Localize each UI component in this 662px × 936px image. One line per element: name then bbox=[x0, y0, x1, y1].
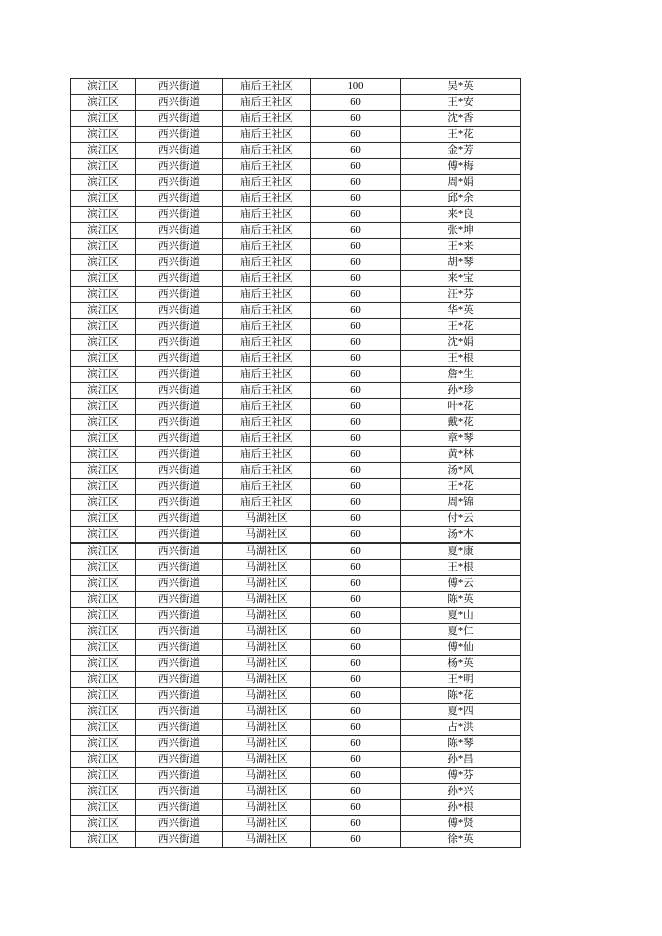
table-row bbox=[71, 255, 521, 271]
cell-street: 西兴街道 bbox=[136, 431, 223, 447]
cell-name: 华*英 bbox=[401, 303, 521, 319]
cell-street: 西兴街道 bbox=[136, 447, 223, 463]
table-row bbox=[71, 175, 521, 191]
table-row bbox=[71, 383, 521, 399]
cell-street: 西兴街道 bbox=[136, 111, 223, 127]
cell-amount: 60 bbox=[311, 255, 401, 271]
cell-community: 庙后王社区 bbox=[223, 79, 311, 95]
cell-community: 庙后王社区 bbox=[223, 175, 311, 191]
cell-district: 滨江区 bbox=[71, 816, 136, 832]
cell-district: 滨江区 bbox=[71, 511, 136, 527]
cell-name: 王*根 bbox=[401, 560, 521, 576]
cell-community: 庙后王社区 bbox=[223, 415, 311, 431]
cell-community: 庙后王社区 bbox=[223, 207, 311, 223]
cell-amount: 60 bbox=[311, 239, 401, 255]
cell-name: 占*洪 bbox=[401, 720, 521, 736]
cell-name: 徐*英 bbox=[401, 832, 521, 848]
cell-street: 西兴街道 bbox=[136, 495, 223, 511]
cell-name: 邱*余 bbox=[401, 191, 521, 207]
cell-name: 夏*四 bbox=[401, 704, 521, 720]
table-row bbox=[71, 303, 521, 319]
cell-name: 王*花 bbox=[401, 319, 521, 335]
cell-street: 西兴街道 bbox=[136, 672, 223, 688]
cell-name: 戴*花 bbox=[401, 415, 521, 431]
table-row bbox=[71, 479, 521, 495]
cell-district: 滨江区 bbox=[71, 223, 136, 239]
cell-street: 西兴街道 bbox=[136, 239, 223, 255]
cell-community: 庙后王社区 bbox=[223, 399, 311, 415]
table-row bbox=[71, 560, 521, 576]
table-row bbox=[71, 351, 521, 367]
cell-district: 滨江区 bbox=[71, 688, 136, 704]
cell-amount: 60 bbox=[311, 383, 401, 399]
cell-amount: 60 bbox=[311, 271, 401, 287]
cell-amount: 60 bbox=[311, 495, 401, 511]
cell-amount: 60 bbox=[311, 415, 401, 431]
cell-community: 马湖社区 bbox=[223, 832, 311, 848]
cell-street: 西兴街道 bbox=[136, 175, 223, 191]
cell-name: 詹*生 bbox=[401, 367, 521, 383]
cell-street: 西兴街道 bbox=[136, 560, 223, 576]
cell-name: 陈*花 bbox=[401, 688, 521, 704]
cell-district: 滨江区 bbox=[71, 768, 136, 784]
cell-street: 西兴街道 bbox=[136, 223, 223, 239]
table-row bbox=[71, 143, 521, 159]
cell-street: 西兴街道 bbox=[136, 383, 223, 399]
cell-amount: 60 bbox=[311, 479, 401, 495]
cell-district: 滨江区 bbox=[71, 111, 136, 127]
table-row bbox=[71, 608, 521, 624]
cell-community: 马湖社区 bbox=[223, 800, 311, 816]
table-row bbox=[71, 159, 521, 175]
table-row bbox=[71, 287, 521, 303]
cell-community: 庙后王社区 bbox=[223, 127, 311, 143]
cell-community: 马湖社区 bbox=[223, 688, 311, 704]
cell-name: 叶*花 bbox=[401, 399, 521, 415]
cell-district: 滨江区 bbox=[71, 479, 136, 495]
cell-name: 吴*英 bbox=[401, 79, 521, 95]
table-row bbox=[71, 720, 521, 736]
cell-amount: 60 bbox=[311, 335, 401, 351]
cell-name: 黄*林 bbox=[401, 447, 521, 463]
cell-community: 庙后王社区 bbox=[223, 191, 311, 207]
table-row bbox=[71, 800, 521, 816]
cell-community: 庙后王社区 bbox=[223, 223, 311, 239]
cell-community: 马湖社区 bbox=[223, 527, 311, 544]
cell-street: 西兴街道 bbox=[136, 832, 223, 848]
cell-street: 西兴街道 bbox=[136, 287, 223, 303]
cell-community: 庙后王社区 bbox=[223, 319, 311, 335]
table-row bbox=[71, 95, 521, 111]
cell-name: 金*芳 bbox=[401, 143, 521, 159]
table-row bbox=[71, 688, 521, 704]
table-row bbox=[71, 576, 521, 592]
table-row bbox=[71, 431, 521, 447]
table-row bbox=[71, 463, 521, 479]
cell-amount: 60 bbox=[311, 191, 401, 207]
cell-community: 庙后王社区 bbox=[223, 463, 311, 479]
cell-community: 庙后王社区 bbox=[223, 335, 311, 351]
cell-street: 西兴街道 bbox=[136, 127, 223, 143]
cell-name: 傅*云 bbox=[401, 576, 521, 592]
cell-amount: 60 bbox=[311, 287, 401, 303]
cell-district: 滨江区 bbox=[71, 560, 136, 576]
cell-name: 汪*芬 bbox=[401, 287, 521, 303]
table-row bbox=[71, 335, 521, 351]
cell-district: 滨江区 bbox=[71, 319, 136, 335]
cell-street: 西兴街道 bbox=[136, 816, 223, 832]
table-row bbox=[71, 656, 521, 672]
cell-district: 滨江区 bbox=[71, 207, 136, 223]
cell-community: 庙后王社区 bbox=[223, 143, 311, 159]
cell-amount: 60 bbox=[311, 784, 401, 800]
cell-name: 胡*琴 bbox=[401, 255, 521, 271]
cell-district: 滨江区 bbox=[71, 303, 136, 319]
table-row bbox=[71, 111, 521, 127]
cell-district: 滨江区 bbox=[71, 704, 136, 720]
cell-street: 西兴街道 bbox=[136, 335, 223, 351]
cell-community: 庙后王社区 bbox=[223, 271, 311, 287]
table-row bbox=[71, 191, 521, 207]
cell-amount: 60 bbox=[311, 303, 401, 319]
cell-district: 滨江区 bbox=[71, 463, 136, 479]
cell-amount: 60 bbox=[311, 399, 401, 415]
cell-district: 滨江区 bbox=[71, 351, 136, 367]
cell-district: 滨江区 bbox=[71, 447, 136, 463]
cell-name: 王*根 bbox=[401, 351, 521, 367]
cell-street: 西兴街道 bbox=[136, 768, 223, 784]
table-row bbox=[71, 752, 521, 768]
table-row bbox=[71, 624, 521, 640]
cell-district: 滨江区 bbox=[71, 335, 136, 351]
table-row bbox=[71, 672, 521, 688]
table-row bbox=[71, 704, 521, 720]
cell-name: 杨*英 bbox=[401, 656, 521, 672]
cell-name: 王*明 bbox=[401, 672, 521, 688]
table-row bbox=[71, 239, 521, 255]
table-row bbox=[71, 319, 521, 335]
cell-amount: 60 bbox=[311, 608, 401, 624]
cell-street: 西兴街道 bbox=[136, 95, 223, 111]
table-row bbox=[71, 207, 521, 223]
cell-name: 来*宝 bbox=[401, 271, 521, 287]
cell-amount: 60 bbox=[311, 592, 401, 608]
cell-community: 马湖社区 bbox=[223, 656, 311, 672]
table-row bbox=[71, 367, 521, 383]
cell-name: 王*花 bbox=[401, 479, 521, 495]
cell-name: 孙*根 bbox=[401, 800, 521, 816]
cell-district: 滨江区 bbox=[71, 383, 136, 399]
cell-community: 庙后王社区 bbox=[223, 367, 311, 383]
cell-amount: 60 bbox=[311, 511, 401, 527]
cell-street: 西兴街道 bbox=[136, 159, 223, 175]
table-row bbox=[71, 832, 521, 848]
cell-name: 陈*英 bbox=[401, 592, 521, 608]
cell-community: 庙后王社区 bbox=[223, 431, 311, 447]
cell-district: 滨江区 bbox=[71, 624, 136, 640]
cell-district: 滨江区 bbox=[71, 143, 136, 159]
cell-amount: 60 bbox=[311, 223, 401, 239]
table-row bbox=[71, 127, 521, 143]
cell-amount: 60 bbox=[311, 447, 401, 463]
cell-district: 滨江区 bbox=[71, 367, 136, 383]
cell-name: 张*坤 bbox=[401, 223, 521, 239]
table-row bbox=[71, 784, 521, 800]
cell-name: 孙*兴 bbox=[401, 784, 521, 800]
cell-district: 滨江区 bbox=[71, 159, 136, 175]
cell-amount: 60 bbox=[311, 832, 401, 848]
cell-street: 西兴街道 bbox=[136, 399, 223, 415]
cell-district: 滨江区 bbox=[71, 832, 136, 848]
cell-name: 孙*昌 bbox=[401, 752, 521, 768]
cell-street: 西兴街道 bbox=[136, 271, 223, 287]
cell-street: 西兴街道 bbox=[136, 688, 223, 704]
cell-street: 西兴街道 bbox=[136, 640, 223, 656]
cell-district: 滨江区 bbox=[71, 736, 136, 752]
table-row bbox=[71, 223, 521, 239]
cell-community: 马湖社区 bbox=[223, 592, 311, 608]
cell-amount: 60 bbox=[311, 175, 401, 191]
cell-street: 西兴街道 bbox=[136, 800, 223, 816]
cell-district: 滨江区 bbox=[71, 191, 136, 207]
cell-district: 滨江区 bbox=[71, 592, 136, 608]
cell-street: 西兴街道 bbox=[136, 79, 223, 95]
cell-district: 滨江区 bbox=[71, 800, 136, 816]
cell-community: 庙后王社区 bbox=[223, 303, 311, 319]
cell-community: 马湖社区 bbox=[223, 672, 311, 688]
cell-district: 滨江区 bbox=[71, 239, 136, 255]
cell-district: 滨江区 bbox=[71, 527, 136, 544]
cell-community: 马湖社区 bbox=[223, 543, 311, 560]
cell-amount: 60 bbox=[311, 816, 401, 832]
cell-amount: 60 bbox=[311, 624, 401, 640]
cell-amount: 60 bbox=[311, 95, 401, 111]
cell-name: 傅*贤 bbox=[401, 816, 521, 832]
table-row bbox=[71, 271, 521, 287]
cell-street: 西兴街道 bbox=[136, 576, 223, 592]
cell-street: 西兴街道 bbox=[136, 784, 223, 800]
cell-amount: 100 bbox=[311, 79, 401, 95]
cell-street: 西兴街道 bbox=[136, 511, 223, 527]
cell-district: 滨江区 bbox=[71, 415, 136, 431]
cell-street: 西兴街道 bbox=[136, 415, 223, 431]
cell-street: 西兴街道 bbox=[136, 255, 223, 271]
cell-name: 孙*珍 bbox=[401, 383, 521, 399]
cell-district: 滨江区 bbox=[71, 399, 136, 415]
cell-community: 马湖社区 bbox=[223, 736, 311, 752]
cell-amount: 60 bbox=[311, 159, 401, 175]
cell-street: 西兴街道 bbox=[136, 608, 223, 624]
cell-community: 马湖社区 bbox=[223, 768, 311, 784]
cell-amount: 60 bbox=[311, 704, 401, 720]
cell-street: 西兴街道 bbox=[136, 752, 223, 768]
cell-street: 西兴街道 bbox=[136, 720, 223, 736]
cell-district: 滨江区 bbox=[71, 495, 136, 511]
table-row bbox=[71, 816, 521, 832]
cell-community: 庙后王社区 bbox=[223, 383, 311, 399]
cell-name: 来*良 bbox=[401, 207, 521, 223]
cell-street: 西兴街道 bbox=[136, 463, 223, 479]
table-row bbox=[71, 736, 521, 752]
table-row bbox=[71, 768, 521, 784]
cell-amount: 60 bbox=[311, 800, 401, 816]
cell-community: 马湖社区 bbox=[223, 704, 311, 720]
cell-community: 庙后王社区 bbox=[223, 479, 311, 495]
cell-amount: 60 bbox=[311, 656, 401, 672]
table-row bbox=[71, 415, 521, 431]
cell-district: 滨江区 bbox=[71, 608, 136, 624]
cell-street: 西兴街道 bbox=[136, 351, 223, 367]
cell-community: 庙后王社区 bbox=[223, 159, 311, 175]
cell-community: 马湖社区 bbox=[223, 752, 311, 768]
cell-street: 西兴街道 bbox=[136, 592, 223, 608]
cell-name: 夏*山 bbox=[401, 608, 521, 624]
cell-district: 滨江区 bbox=[71, 656, 136, 672]
cell-community: 庙后王社区 bbox=[223, 255, 311, 271]
cell-community: 马湖社区 bbox=[223, 720, 311, 736]
cell-district: 滨江区 bbox=[71, 287, 136, 303]
cell-district: 滨江区 bbox=[71, 431, 136, 447]
cell-community: 马湖社区 bbox=[223, 608, 311, 624]
cell-street: 西兴街道 bbox=[136, 367, 223, 383]
cell-community: 庙后王社区 bbox=[223, 239, 311, 255]
cell-district: 滨江区 bbox=[71, 95, 136, 111]
table-row bbox=[71, 592, 521, 608]
cell-community: 庙后王社区 bbox=[223, 287, 311, 303]
cell-amount: 60 bbox=[311, 351, 401, 367]
cell-name: 王*安 bbox=[401, 95, 521, 111]
cell-community: 马湖社区 bbox=[223, 511, 311, 527]
cell-amount: 60 bbox=[311, 543, 401, 560]
cell-community: 马湖社区 bbox=[223, 816, 311, 832]
cell-name: 陈*琴 bbox=[401, 736, 521, 752]
cell-amount: 60 bbox=[311, 431, 401, 447]
cell-district: 滨江区 bbox=[71, 672, 136, 688]
cell-name: 傅*梅 bbox=[401, 159, 521, 175]
cell-amount: 60 bbox=[311, 127, 401, 143]
cell-name: 夏*康 bbox=[401, 543, 521, 560]
cell-street: 西兴街道 bbox=[136, 143, 223, 159]
cell-amount: 60 bbox=[311, 640, 401, 656]
cell-district: 滨江区 bbox=[71, 752, 136, 768]
cell-street: 西兴街道 bbox=[136, 656, 223, 672]
cell-name: 夏*仁 bbox=[401, 624, 521, 640]
table-row bbox=[71, 640, 521, 656]
cell-amount: 60 bbox=[311, 111, 401, 127]
cell-street: 西兴街道 bbox=[136, 543, 223, 560]
cell-district: 滨江区 bbox=[71, 784, 136, 800]
cell-district: 滨江区 bbox=[71, 720, 136, 736]
cell-amount: 60 bbox=[311, 688, 401, 704]
cell-street: 西兴街道 bbox=[136, 704, 223, 720]
cell-name: 王*来 bbox=[401, 239, 521, 255]
cell-district: 滨江区 bbox=[71, 543, 136, 560]
cell-amount: 60 bbox=[311, 672, 401, 688]
cell-community: 马湖社区 bbox=[223, 784, 311, 800]
cell-amount: 60 bbox=[311, 576, 401, 592]
cell-district: 滨江区 bbox=[71, 271, 136, 287]
cell-district: 滨江区 bbox=[71, 255, 136, 271]
cell-street: 西兴街道 bbox=[136, 191, 223, 207]
cell-community: 庙后王社区 bbox=[223, 447, 311, 463]
cell-amount: 60 bbox=[311, 367, 401, 383]
cell-street: 西兴街道 bbox=[136, 207, 223, 223]
cell-community: 庙后王社区 bbox=[223, 111, 311, 127]
cell-street: 西兴街道 bbox=[136, 479, 223, 495]
cell-amount: 60 bbox=[311, 207, 401, 223]
cell-amount: 60 bbox=[311, 319, 401, 335]
cell-name: 付*云 bbox=[401, 511, 521, 527]
cell-amount: 60 bbox=[311, 463, 401, 479]
table-row bbox=[71, 79, 521, 95]
cell-district: 滨江区 bbox=[71, 127, 136, 143]
cell-district: 滨江区 bbox=[71, 640, 136, 656]
cell-amount: 60 bbox=[311, 527, 401, 544]
table-row bbox=[71, 511, 521, 527]
cell-amount: 60 bbox=[311, 736, 401, 752]
cell-community: 庙后王社区 bbox=[223, 95, 311, 111]
cell-street: 西兴街道 bbox=[136, 527, 223, 544]
cell-district: 滨江区 bbox=[71, 175, 136, 191]
cell-name: 傅*芬 bbox=[401, 768, 521, 784]
cell-name: 周*锦 bbox=[401, 495, 521, 511]
cell-name: 汤*木 bbox=[401, 527, 521, 544]
cell-name: 汤*风 bbox=[401, 463, 521, 479]
table-body bbox=[71, 79, 521, 848]
cell-community: 马湖社区 bbox=[223, 624, 311, 640]
table-row bbox=[71, 399, 521, 415]
cell-name: 傅*仙 bbox=[401, 640, 521, 656]
cell-amount: 60 bbox=[311, 752, 401, 768]
table-row bbox=[71, 447, 521, 463]
cell-street: 西兴街道 bbox=[136, 736, 223, 752]
cell-district: 滨江区 bbox=[71, 576, 136, 592]
cell-amount: 60 bbox=[311, 143, 401, 159]
cell-community: 庙后王社区 bbox=[223, 351, 311, 367]
cell-name: 章*琴 bbox=[401, 431, 521, 447]
cell-amount: 60 bbox=[311, 560, 401, 576]
cell-community: 庙后王社区 bbox=[223, 495, 311, 511]
cell-street: 西兴街道 bbox=[136, 303, 223, 319]
cell-name: 王*花 bbox=[401, 127, 521, 143]
cell-community: 马湖社区 bbox=[223, 560, 311, 576]
cell-street: 西兴街道 bbox=[136, 624, 223, 640]
cell-community: 马湖社区 bbox=[223, 640, 311, 656]
table-row bbox=[71, 543, 521, 560]
table-row bbox=[71, 495, 521, 511]
cell-street: 西兴街道 bbox=[136, 319, 223, 335]
cell-name: 周*娟 bbox=[401, 175, 521, 191]
cell-name: 沈*香 bbox=[401, 111, 521, 127]
cell-name: 沈*娟 bbox=[401, 335, 521, 351]
cell-community: 马湖社区 bbox=[223, 576, 311, 592]
cell-amount: 60 bbox=[311, 768, 401, 784]
beneficiary-table bbox=[70, 78, 521, 848]
cell-district: 滨江区 bbox=[71, 79, 136, 95]
table-row bbox=[71, 527, 521, 544]
cell-amount: 60 bbox=[311, 720, 401, 736]
